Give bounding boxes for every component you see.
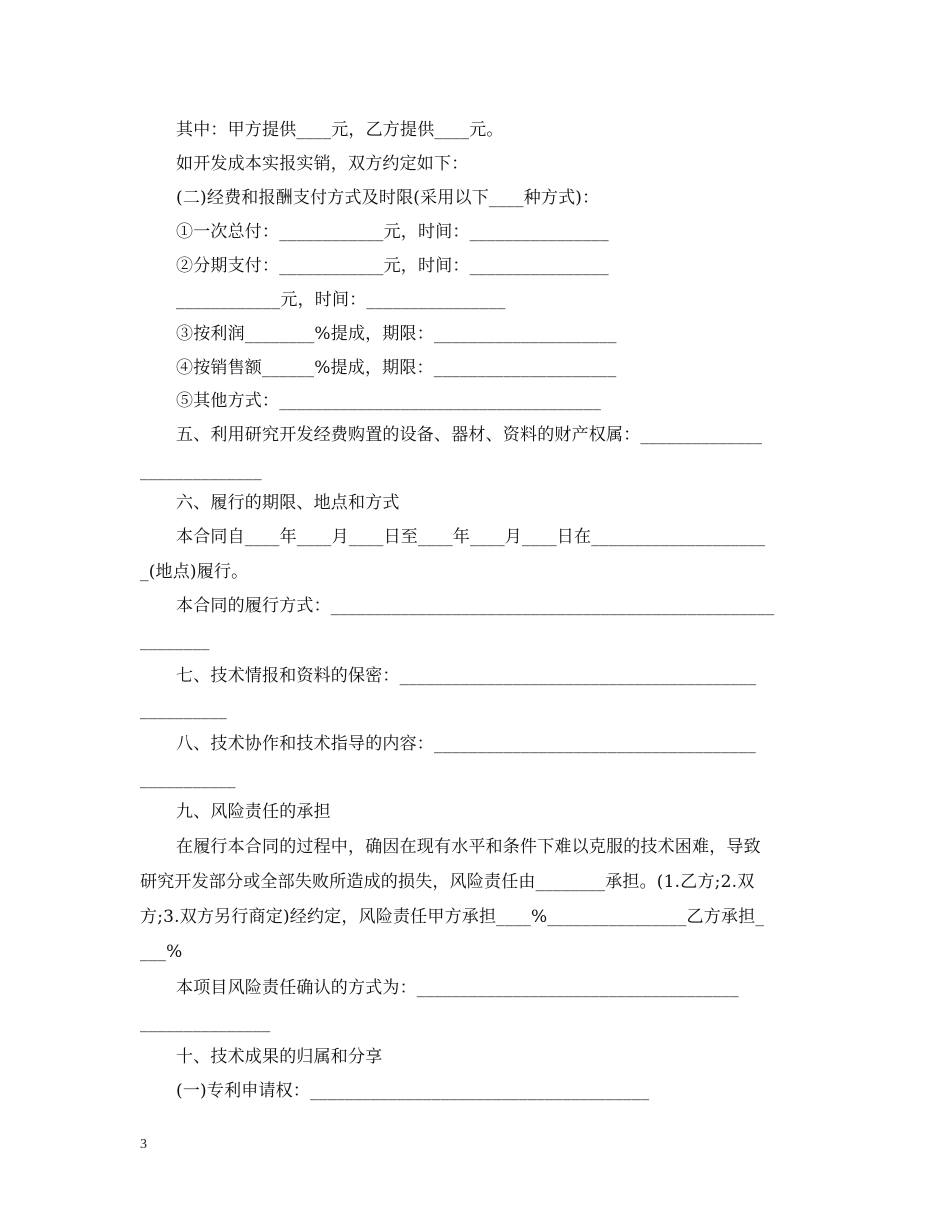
text-line: _______________ — [140, 1013, 271, 1033]
text-line: __________ — [140, 700, 227, 720]
text-line: ______________ — [140, 461, 262, 481]
text-line: ____________元，时间：________________ — [176, 290, 506, 310]
page-number: 3 — [140, 1137, 147, 1152]
text-line: 本合同的履行方式：___________________________________________________ — [176, 596, 775, 616]
text-line: ___% — [140, 942, 183, 962]
section-heading: 九、风险责任的承担 — [176, 802, 331, 822]
text-line: ①一次总付：____________元，时间：________________ — [176, 222, 609, 242]
text-line: ④按销售额______%提成，期限：_____________________ — [176, 358, 617, 378]
text-line: ③按利润________%提成，期限：_____________________ — [176, 324, 617, 344]
text-line: _(地点)履行。 — [140, 562, 249, 582]
text-line: ⑤其他方式：_____________________________________ — [176, 391, 602, 411]
text-line: ___________ — [140, 769, 236, 789]
text-line: ________ — [140, 631, 210, 651]
text-line: (二)经费和报酬支付方式及时限(采用以下____种方式)： — [176, 188, 600, 208]
text-line: 如开发成本实报实销，双方约定如下： — [176, 154, 469, 174]
section-heading: 五、利用研究开发经费购置的设备、器材、资料的财产权属：______________ — [176, 425, 763, 445]
section-heading: 七、技术情报和资料的保密：_________________________________________ — [176, 666, 757, 686]
text-line: 本合同自____年____月____日至____年____月____日在____________________ — [176, 527, 766, 547]
text-line: (一)专利申请权：_______________________________________ — [176, 1081, 650, 1101]
text-line: 研究开发部分或全部失败所造成的损失，风险责任由________承担。(1.乙方;2.双 — [140, 872, 755, 892]
section-heading: 八、技术协作和技术指导的内容：_____________________________________ — [176, 734, 756, 754]
text-line: 在履行本合同的过程中，确因在现有水平和条件下难以克服的技术困难，导致 — [176, 837, 761, 857]
text-line: 本项目风险责任确认的方式为：_____________________________________ — [176, 978, 739, 998]
section-heading: 十、技术成果的归属和分享 — [176, 1047, 383, 1067]
section-heading: 六、履行的期限、地点和方式 — [176, 493, 400, 513]
text-line: 方;3.双方另行商定)经约定，风险责任甲方承担____%________________乙方承担_ — [140, 907, 765, 927]
text-line: ②分期支付：____________元，时间：________________ — [176, 256, 609, 276]
text-line: 其中：甲方提供____元，乙方提供____元。 — [176, 120, 504, 140]
